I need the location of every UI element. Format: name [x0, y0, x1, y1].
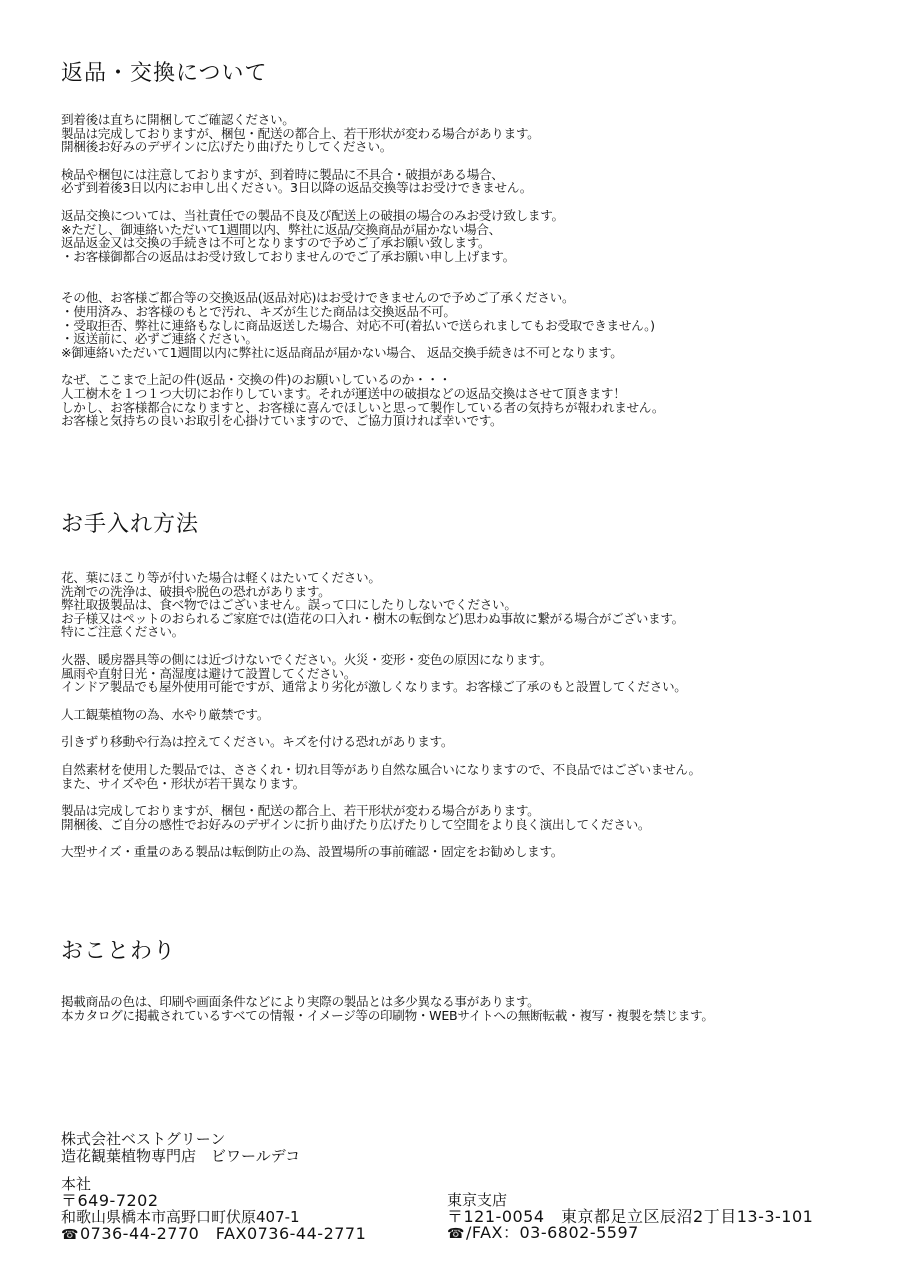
text-line: 花、葉にほこり等が付いた場合は軽くはたいてください。: [61, 570, 381, 585]
text-line: 開梱後お好みのデザインに広げたり曲げたりしてください。: [61, 139, 393, 155]
head-office-postal: 〒649-7202: [61, 1190, 159, 1210]
text-line: また、サイズや色・形状が若干異なります。: [61, 775, 305, 791]
care-heading: お手入れ方法: [61, 512, 200, 537]
text-line: 引きずり移動や行為は控えてください。キズを付ける恐れがあります。: [61, 734, 454, 750]
text-line: ※御連絡いただいて1週間以内に弊社に返品商品が届かない場合、 返品交換手続きは不可となります。: [61, 344, 623, 360]
head-office-address: 和歌山県橋本市高野口町伏原407-1: [61, 1208, 300, 1226]
paragraph-gap: [61, 694, 701, 708]
tokyo-branch-tel: /FAX：03-6802-5597: [465, 1223, 639, 1242]
head-office-tel: 0736-44-2770 FAX0736-44-2771: [79, 1223, 367, 1243]
text-line: その他、お客様ご都合等の交換返品(返品対応)はお受けできませんので予めご了承ください。: [61, 290, 575, 306]
shop-name: 造花観葉植物専門店 ビワールデコ: [61, 1147, 301, 1165]
paragraph-gap: [61, 831, 701, 845]
text-line: しかし、お客様都合になりますと、お客様に喜んでほしいと思って製作している者の気持ちが報われません。: [61, 399, 665, 415]
paragraph-gap: [61, 195, 664, 209]
text-line: 製品は完成しておりますが、梱包・配送の都合上、若干形状が変わる場合があります。: [61, 125, 540, 141]
tokyo-branch-tel-line: [447, 1225, 813, 1243]
text-line: お客様と気持ちの良いお取引を心掛けていますので、ご協力頂ければ幸いです。: [61, 413, 503, 429]
notice-body: [61, 995, 714, 1022]
text-line: 本カタログに掲載されているすべての情報・イメージ等の印刷物・WEBサイトへの無断転載・複写・複製を禁じます。: [61, 1007, 714, 1023]
company-name: 株式会社ベストグリーン: [61, 1130, 226, 1148]
head-office-label: 本社: [61, 1175, 92, 1193]
text-line: 到着後は直ちに開梱してご確認ください。: [61, 112, 295, 127]
phone-icon: ☎: [447, 1226, 465, 1242]
text-line: ・お客様御都合の返品はお受け致しておりませんのでご了承お願い申し上げます。: [61, 248, 515, 264]
text-line: 弊社取扱製品は、食べ物ではございません。誤って口にしたりしないでください。: [61, 597, 517, 613]
text-line: 返品交換については、当社責任での製品不良及び配送上の破損の場合のみお受け致します。: [61, 207, 564, 223]
paragraph-gap: [61, 721, 701, 735]
text-line: 製品は完成しておりますが、梱包・配送の都合上、若干形状が変わる場合があります。: [61, 803, 540, 819]
paragraph-gap: [61, 790, 701, 804]
text-line: 風雨や直射日光・高湿度は避けて設置してください。: [61, 665, 357, 681]
text-line: 自然素材を使用した製品では、ささくれ・切れ目等があり自然な風合いになりますので、不良品ではございません。: [61, 761, 701, 777]
text-line: 人工観葉植物の為、水やり厳禁です。: [61, 706, 269, 722]
text-line: 検品や梱包には注意しておりますが、到着時に製品に不具合・破損がある場合、: [61, 166, 504, 182]
paragraph-gap: [61, 263, 664, 277]
paragraph-gap: [61, 359, 664, 373]
paragraph-gap: [61, 749, 701, 763]
text-line: 火器、暖房器具等の側には近づけないでください。火災・変形・変色の原因になります。: [61, 651, 552, 667]
text-line: 開梱後、ご自分の感性でお好みのデザインに折り曲げたり広げたりして空間をより良く演出してください。: [61, 816, 651, 832]
company-block: [61, 1131, 300, 1165]
text-line: 返品返金又は交換の手続きは不可となりますので予めご了承お願い致します。: [61, 235, 491, 251]
text-line: 必ず到着後3日以内にお申し出ください。3日以降の返品交換等はお受けできません。: [61, 180, 533, 196]
text-line: 掲載商品の色は、印刷や画面条件などにより実際の製品とは多少異なる事があります。: [61, 994, 540, 1009]
returns-body: [61, 113, 664, 428]
text-line: ・受取拒否、弊社に連絡もなしに商品返送した場合、対応不可(着払いで送られましてもお受取できません。): [61, 317, 655, 333]
text-line: 洗剤での洗浄は、破損や脱色の恐れがあります。: [61, 583, 331, 599]
text-line: なぜ、ここまで上記の件(返品・交換の件)のお願いしているのか・・・: [61, 372, 451, 388]
head-office-tel-line: [61, 1223, 367, 1244]
tokyo-branch-block: [447, 1192, 813, 1243]
text-line: ※ただし、御連絡いただいて1週間以内、弊社に返品/交換商品が届かない場合、: [61, 221, 501, 237]
text-line: インドア製品でも屋外使用可能ですが、通常より劣化が激しくなります。お客様ご了承のもと設置してください。: [61, 679, 687, 695]
text-line: 人工樹木を１つ１つ大切にお作りしています。それが運送中の破損などの返品交換はさせて頂きます！: [61, 385, 626, 401]
text-line: 大型サイズ・重量のある製品は転倒防止の為、設置場所の事前確認・固定をお勧めします。: [61, 844, 564, 860]
tokyo-branch-address: 〒121-0054 東京都足立区辰沼2丁目13-3-101: [447, 1206, 814, 1226]
text-line: 特にご注意ください。: [61, 624, 184, 640]
returns-heading: 返品・交換について: [61, 61, 268, 86]
head-office-block: [61, 1176, 366, 1243]
care-body: [61, 571, 701, 859]
text-line: ・使用済み、お客様のもとで汚れ、キズが生じた商品は交換返品不可。: [61, 303, 456, 319]
notice-heading: おことわり: [61, 939, 177, 964]
paragraph-gap: [61, 639, 701, 653]
phone-icon: ☎: [61, 1226, 79, 1243]
paragraph-gap: [61, 154, 664, 168]
tokyo-branch-label: 東京支店: [447, 1191, 508, 1209]
paragraph-gap: [61, 277, 664, 291]
text-line: お子様又はペットのおられるご家庭では(造花の口入れ・樹木の転倒など)思わぬ事故に繋がる場合がございます。: [61, 610, 684, 626]
text-line: ・返送前に、必ずご連絡ください。: [61, 331, 258, 347]
